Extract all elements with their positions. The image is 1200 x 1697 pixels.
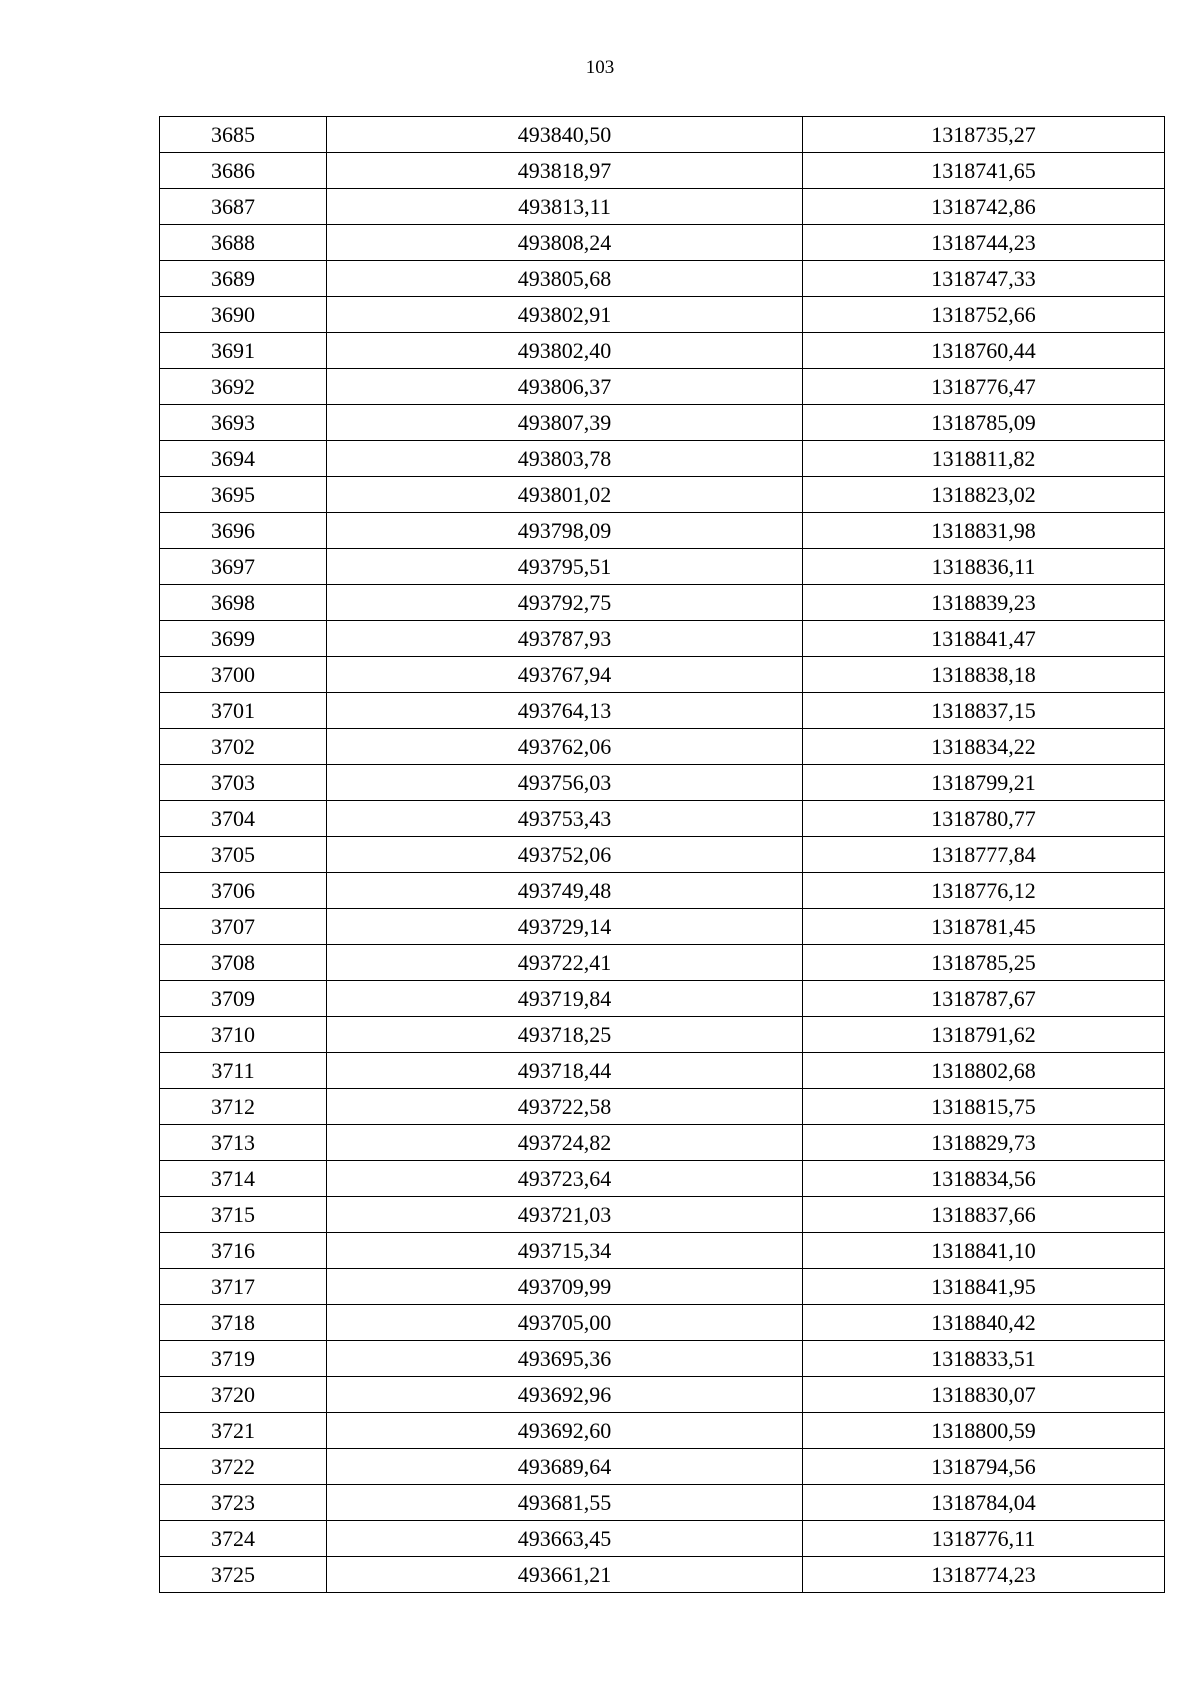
table-row (160, 693, 1165, 729)
point-number-cell: 3714 (160, 1161, 327, 1197)
point-number-cell: 3693 (160, 405, 327, 441)
x-coordinate-cell: 493764,13 (327, 693, 803, 729)
x-coordinate-cell: 493795,51 (327, 549, 803, 585)
x-coordinate-cell: 493692,60 (327, 1413, 803, 1449)
table-row (160, 153, 1165, 189)
table-row (160, 117, 1165, 153)
point-number-cell: 3691 (160, 333, 327, 369)
y-coordinate-cell: 1318776,11 (803, 1521, 1165, 1557)
table-row (160, 369, 1165, 405)
table-row (160, 837, 1165, 873)
y-coordinate-cell: 1318741,65 (803, 153, 1165, 189)
y-coordinate-cell: 1318780,77 (803, 801, 1165, 837)
point-number-cell: 3715 (160, 1197, 327, 1233)
y-coordinate-cell: 1318802,68 (803, 1053, 1165, 1089)
y-coordinate-cell: 1318785,09 (803, 405, 1165, 441)
table-row (160, 1089, 1165, 1125)
point-number-cell: 3686 (160, 153, 327, 189)
x-coordinate-cell: 493818,97 (327, 153, 803, 189)
point-number-cell: 3699 (160, 621, 327, 657)
point-number-cell: 3724 (160, 1521, 327, 1557)
point-number-cell: 3710 (160, 1017, 327, 1053)
x-coordinate-cell: 493802,40 (327, 333, 803, 369)
y-coordinate-cell: 1318744,23 (803, 225, 1165, 261)
x-coordinate-cell: 493681,55 (327, 1485, 803, 1521)
point-number-cell: 3720 (160, 1377, 327, 1413)
table-row (160, 477, 1165, 513)
point-number-cell: 3703 (160, 765, 327, 801)
y-coordinate-cell: 1318799,21 (803, 765, 1165, 801)
x-coordinate-cell: 493806,37 (327, 369, 803, 405)
y-coordinate-cell: 1318831,98 (803, 513, 1165, 549)
x-coordinate-cell: 493695,36 (327, 1341, 803, 1377)
table-row (160, 225, 1165, 261)
table-row (160, 585, 1165, 621)
table-row (160, 981, 1165, 1017)
table-row (160, 1269, 1165, 1305)
y-coordinate-cell: 1318836,11 (803, 549, 1165, 585)
table-row (160, 1197, 1165, 1233)
point-number-cell: 3711 (160, 1053, 327, 1089)
point-number-cell: 3723 (160, 1485, 327, 1521)
table-row (160, 621, 1165, 657)
table-row (160, 1305, 1165, 1341)
y-coordinate-cell: 1318841,10 (803, 1233, 1165, 1269)
y-coordinate-cell: 1318777,84 (803, 837, 1165, 873)
y-coordinate-cell: 1318834,56 (803, 1161, 1165, 1197)
y-coordinate-cell: 1318840,42 (803, 1305, 1165, 1341)
x-coordinate-cell: 493805,68 (327, 261, 803, 297)
page-number: 103 (585, 57, 615, 78)
point-number-cell: 3705 (160, 837, 327, 873)
y-coordinate-cell: 1318811,82 (803, 441, 1165, 477)
table-row (160, 333, 1165, 369)
table-row (160, 1341, 1165, 1377)
point-number-cell: 3704 (160, 801, 327, 837)
x-coordinate-cell: 493802,91 (327, 297, 803, 333)
table-row (160, 549, 1165, 585)
table-row (160, 657, 1165, 693)
y-coordinate-cell: 1318834,22 (803, 729, 1165, 765)
table-row (160, 1053, 1165, 1089)
x-coordinate-cell: 493807,39 (327, 405, 803, 441)
point-number-cell: 3712 (160, 1089, 327, 1125)
x-coordinate-cell: 493729,14 (327, 909, 803, 945)
x-coordinate-cell: 493721,03 (327, 1197, 803, 1233)
table-row (160, 909, 1165, 945)
point-number-cell: 3685 (160, 117, 327, 153)
y-coordinate-cell: 1318774,23 (803, 1557, 1165, 1593)
x-coordinate-cell: 493753,43 (327, 801, 803, 837)
point-number-cell: 3687 (160, 189, 327, 225)
x-coordinate-cell: 493689,64 (327, 1449, 803, 1485)
y-coordinate-cell: 1318833,51 (803, 1341, 1165, 1377)
table-row (160, 729, 1165, 765)
x-coordinate-cell: 493787,93 (327, 621, 803, 657)
x-coordinate-cell: 493808,24 (327, 225, 803, 261)
y-coordinate-cell: 1318823,02 (803, 477, 1165, 513)
x-coordinate-cell: 493801,02 (327, 477, 803, 513)
x-coordinate-cell: 493715,34 (327, 1233, 803, 1269)
x-coordinate-cell: 493661,21 (327, 1557, 803, 1593)
table-row (160, 1161, 1165, 1197)
table-row (160, 873, 1165, 909)
y-coordinate-cell: 1318838,18 (803, 657, 1165, 693)
y-coordinate-cell: 1318785,25 (803, 945, 1165, 981)
y-coordinate-cell: 1318830,07 (803, 1377, 1165, 1413)
x-coordinate-cell: 493798,09 (327, 513, 803, 549)
y-coordinate-cell: 1318800,59 (803, 1413, 1165, 1449)
x-coordinate-cell: 493813,11 (327, 189, 803, 225)
x-coordinate-cell: 493709,99 (327, 1269, 803, 1305)
point-number-cell: 3702 (160, 729, 327, 765)
y-coordinate-cell: 1318776,12 (803, 873, 1165, 909)
table-row (160, 405, 1165, 441)
y-coordinate-cell: 1318787,67 (803, 981, 1165, 1017)
y-coordinate-cell: 1318752,66 (803, 297, 1165, 333)
coordinates-table-body (160, 117, 1165, 1593)
point-number-cell: 3718 (160, 1305, 327, 1341)
table-row (160, 297, 1165, 333)
y-coordinate-cell: 1318735,27 (803, 117, 1165, 153)
y-coordinate-cell: 1318781,45 (803, 909, 1165, 945)
point-number-cell: 3721 (160, 1413, 327, 1449)
point-number-cell: 3690 (160, 297, 327, 333)
y-coordinate-cell: 1318784,04 (803, 1485, 1165, 1521)
point-number-cell: 3694 (160, 441, 327, 477)
point-number-cell: 3713 (160, 1125, 327, 1161)
x-coordinate-cell: 493719,84 (327, 981, 803, 1017)
y-coordinate-cell: 1318791,62 (803, 1017, 1165, 1053)
point-number-cell: 3706 (160, 873, 327, 909)
y-coordinate-cell: 1318815,75 (803, 1089, 1165, 1125)
y-coordinate-cell: 1318747,33 (803, 261, 1165, 297)
table-row (160, 513, 1165, 549)
y-coordinate-cell: 1318837,66 (803, 1197, 1165, 1233)
y-coordinate-cell: 1318829,73 (803, 1125, 1165, 1161)
table-row (160, 1125, 1165, 1161)
point-number-cell: 3725 (160, 1557, 327, 1593)
point-number-cell: 3698 (160, 585, 327, 621)
table-row (160, 1521, 1165, 1557)
y-coordinate-cell: 1318839,23 (803, 585, 1165, 621)
y-coordinate-cell: 1318776,47 (803, 369, 1165, 405)
x-coordinate-cell: 493767,94 (327, 657, 803, 693)
x-coordinate-cell: 493663,45 (327, 1521, 803, 1557)
point-number-cell: 3719 (160, 1341, 327, 1377)
x-coordinate-cell: 493840,50 (327, 117, 803, 153)
x-coordinate-cell: 493762,06 (327, 729, 803, 765)
x-coordinate-cell: 493749,48 (327, 873, 803, 909)
x-coordinate-cell: 493705,00 (327, 1305, 803, 1341)
table-row (160, 189, 1165, 225)
x-coordinate-cell: 493803,78 (327, 441, 803, 477)
table-row (160, 945, 1165, 981)
table-row (160, 1485, 1165, 1521)
table-row (160, 441, 1165, 477)
point-number-cell: 3707 (160, 909, 327, 945)
x-coordinate-cell: 493756,03 (327, 765, 803, 801)
point-number-cell: 3697 (160, 549, 327, 585)
point-number-cell: 3700 (160, 657, 327, 693)
point-number-cell: 3696 (160, 513, 327, 549)
x-coordinate-cell: 493724,82 (327, 1125, 803, 1161)
point-number-cell: 3722 (160, 1449, 327, 1485)
table-row (160, 1377, 1165, 1413)
point-number-cell: 3709 (160, 981, 327, 1017)
point-number-cell: 3708 (160, 945, 327, 981)
point-number-cell: 3692 (160, 369, 327, 405)
point-number-cell: 3689 (160, 261, 327, 297)
table-row (160, 1449, 1165, 1485)
point-number-cell: 3695 (160, 477, 327, 513)
x-coordinate-cell: 493722,41 (327, 945, 803, 981)
table-row (160, 1017, 1165, 1053)
x-coordinate-cell: 493723,64 (327, 1161, 803, 1197)
table-row (160, 1413, 1165, 1449)
table-row (160, 801, 1165, 837)
table-row (160, 1557, 1165, 1593)
x-coordinate-cell: 493718,25 (327, 1017, 803, 1053)
point-number-cell: 3716 (160, 1233, 327, 1269)
table-row (160, 765, 1165, 801)
point-number-cell: 3717 (160, 1269, 327, 1305)
y-coordinate-cell: 1318841,47 (803, 621, 1165, 657)
y-coordinate-cell: 1318837,15 (803, 693, 1165, 729)
y-coordinate-cell: 1318794,56 (803, 1449, 1165, 1485)
x-coordinate-cell: 493718,44 (327, 1053, 803, 1089)
x-coordinate-cell: 493722,58 (327, 1089, 803, 1125)
x-coordinate-cell: 493692,96 (327, 1377, 803, 1413)
y-coordinate-cell: 1318742,86 (803, 189, 1165, 225)
x-coordinate-cell: 493792,75 (327, 585, 803, 621)
x-coordinate-cell: 493752,06 (327, 837, 803, 873)
point-number-cell: 3688 (160, 225, 327, 261)
coordinates-table (159, 116, 1165, 1593)
table-row (160, 1233, 1165, 1269)
y-coordinate-cell: 1318841,95 (803, 1269, 1165, 1305)
point-number-cell: 3701 (160, 693, 327, 729)
table-row (160, 261, 1165, 297)
y-coordinate-cell: 1318760,44 (803, 333, 1165, 369)
